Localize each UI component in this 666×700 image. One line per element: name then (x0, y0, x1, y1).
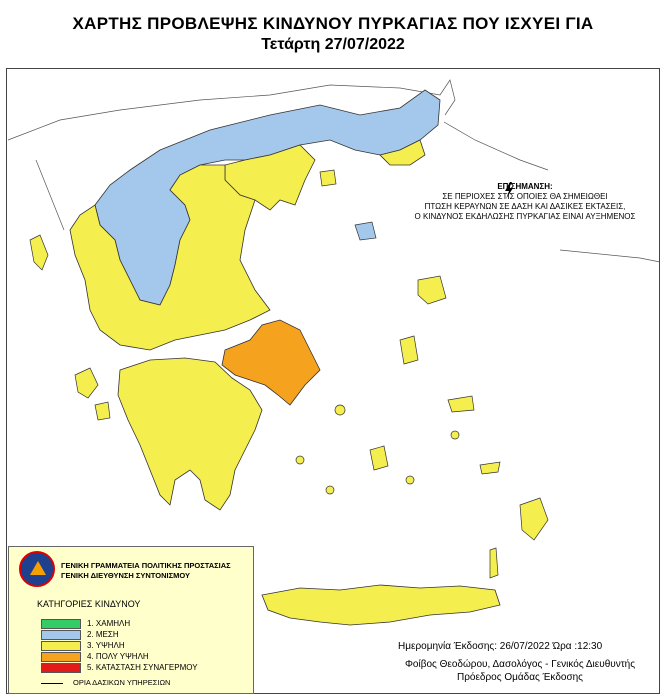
issue-date: Ημερομηνία Έκδοσης: 26/07/2022 Ώρα :12:30 (398, 641, 603, 652)
categories-title: ΚΑΤΗΓΟΡΙΕΣ ΚΙΝΔΥΝΟΥ (37, 599, 141, 609)
swatch-very-high (41, 652, 81, 662)
civil-protection-logo-icon (19, 551, 55, 587)
island-small (335, 405, 345, 415)
island-chios (400, 336, 418, 364)
swatch-medium (41, 630, 81, 640)
island-naxos (370, 446, 388, 470)
legend-boundary: ΟΡΙΑ ΔΑΣΙΚΩΝ ΥΠΗΡΕΣΙΩΝ (41, 678, 170, 687)
map-date: Τετάρτη 27/07/2022 (261, 36, 405, 53)
legend-category-high: 3. ΥΨΗΛΗ (41, 641, 241, 651)
legend-category-very-high: 4. ΠΟΛΥ ΥΨΗΛΗ (41, 652, 241, 662)
org-line-1: ΓΕΝΙΚΗ ΓΡΑΜΜΑΤΕΙΑ ΠΟΛΙΤΙΚΗΣ ΠΡΟΣΤΑΣΙΑΣ (61, 561, 231, 570)
swatch-low (41, 619, 81, 629)
island-corfu (30, 235, 48, 270)
island-rhodes (520, 498, 548, 540)
swatch-alarm (41, 663, 81, 673)
warning-heading: ΕΠΙΣΗΜΑΝΣΗ: (497, 182, 553, 191)
island-karpathos (490, 548, 498, 578)
region-peloponnese-high (118, 358, 262, 510)
island-thasos (355, 222, 376, 240)
island-small (296, 456, 304, 464)
legend-category-alarm: 5. ΚΑΤΑΣΤΑΣΗ ΣΥΝΑΓΕΡΜΟΥ (41, 663, 241, 673)
org-line-2: ΓΕΝΙΚΗ ΔΙΕΥΘΥΝΣΗ ΣΥΝΤΟΝΙΣΜΟΥ (61, 570, 190, 580)
boundary-line (41, 683, 63, 684)
island-lemnos (320, 170, 336, 186)
legend-category-low: 1. ΧΑΜΗΛΗ (41, 619, 241, 629)
warning-line-1: ΣΕ ΠΕΡΙΟΧΕΣ ΣΤΙΣ ΟΠΟΙΕΣ ΘΑ ΣΗΜΕΙΩΘΕΙ (442, 192, 608, 201)
legend-category-medium: 2. ΜΕΣΗ (41, 630, 241, 640)
warning-line-2: ΠΤΩΣΗ ΚΕΡΑΥΝΩΝ ΣΕ ΔΑΣΗ ΚΑΙ ΔΑΣΙΚΕΣ ΕΚΤΑΣΕΙΣ, (424, 202, 626, 211)
legend-org (61, 561, 231, 580)
island-zakynthos (95, 402, 110, 420)
island-lesvos (418, 276, 446, 304)
island-samos (448, 396, 474, 412)
island-small (451, 431, 459, 439)
warning-note (395, 182, 655, 222)
signature-line-1: Φοίβος Θεοδώρου, Δασολόγος - Γενικός Διευθυντής (404, 659, 636, 670)
island-small (326, 486, 334, 494)
legend-panel (8, 546, 254, 694)
warning-line-3: Ο ΚΙΝΔΥΝΟΣ ΕΚΔΗΛΩΣΗΣ ΠΥΡΚΑΓΙΑΣ ΕΙΝΑΙ ΑΥΞΗΜΕΝΟΣ (414, 212, 636, 221)
island-kefalonia (75, 368, 98, 398)
signature-line-2: Πρόεδρος Ομάδας Έκδοσης (456, 672, 583, 683)
island-crete (262, 585, 500, 625)
island-small (406, 476, 414, 484)
map-title: ΧΑΡΤΗΣ ΠΡΟΒΛΕΨΗΣ ΚΙΝΔΥΝΟΥ ΠΥΡΚΑΓΙΑΣ ΠΟΥ ΙΣΧΥΕΙ ΓΙΑ (72, 14, 594, 33)
island-kos (480, 462, 500, 474)
swatch-high (41, 641, 81, 651)
signature (380, 658, 660, 684)
